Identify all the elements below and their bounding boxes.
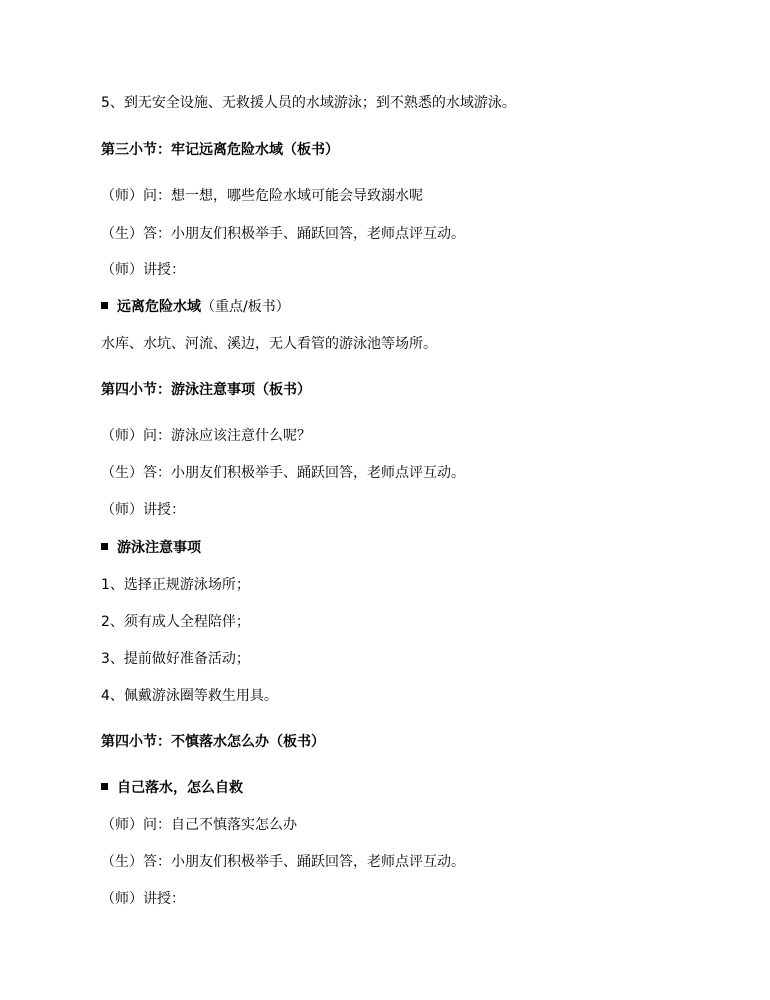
paragraph-danger-waters: 水库、水坑、河流、溪边，无人看管的游泳池等场所。 [101, 336, 437, 352]
list-item-1: 1、选择正规游泳场所； [101, 577, 250, 593]
bullet-heading-avoid-danger [101, 297, 730, 317]
teacher-lecture: （师）讲授： [101, 891, 185, 907]
student-answer: （生）答：小朋友们积极举手、踊跃回答，老师点评互动。 [101, 226, 465, 242]
bullet-heading-self-rescue [101, 778, 730, 798]
teacher-question: （师）问：自己不慎落实怎么办 [101, 817, 297, 833]
student-answer: （生）答：小朋友们积极举手、踊跃回答，老师点评互动。 [101, 854, 465, 870]
teacher-lecture: （师）讲授： [101, 262, 185, 278]
bullet-square-icon [101, 302, 108, 309]
section-heading-4a: 第四小节：游泳注意事项（板书） [101, 382, 311, 398]
bullet-heading-text: 游泳注意事项 [117, 540, 201, 556]
list-item-2: 2、须有成人全程陪伴； [101, 614, 250, 630]
bullet-heading-text: 自己落水，怎么自救 [117, 780, 243, 796]
bullet-heading-note: （重点/板书） [201, 299, 290, 315]
section-heading-3: 第三小节：牢记远离危险水域（板书） [101, 142, 339, 158]
student-answer: （生）答：小朋友们积极举手、踊跃回答，老师点评互动。 [101, 465, 465, 481]
bullet-heading-swim-notes [101, 538, 730, 558]
teacher-lecture: （师）讲授： [101, 502, 185, 518]
list-item-4: 4、佩戴游泳圈等救生用具。 [101, 688, 278, 704]
section-heading-4b: 第四小节：不慎落水怎么办（板书） [101, 734, 325, 750]
list-item-5: 5、到无安全设施、无救援人员的水域游泳；到不熟悉的水域游泳。 [101, 95, 516, 111]
list-item-3: 3、提前做好准备活动； [101, 651, 250, 667]
teacher-question: （师）问：游泳应该注意什么呢？ [101, 428, 311, 444]
bullet-heading-text: 远离危险水域 [117, 299, 201, 315]
teacher-question: （师）问：想一想，哪些危险水域可能会导致溺水呢 [101, 188, 423, 204]
bullet-square-icon [101, 783, 108, 790]
bullet-square-icon [101, 543, 108, 550]
